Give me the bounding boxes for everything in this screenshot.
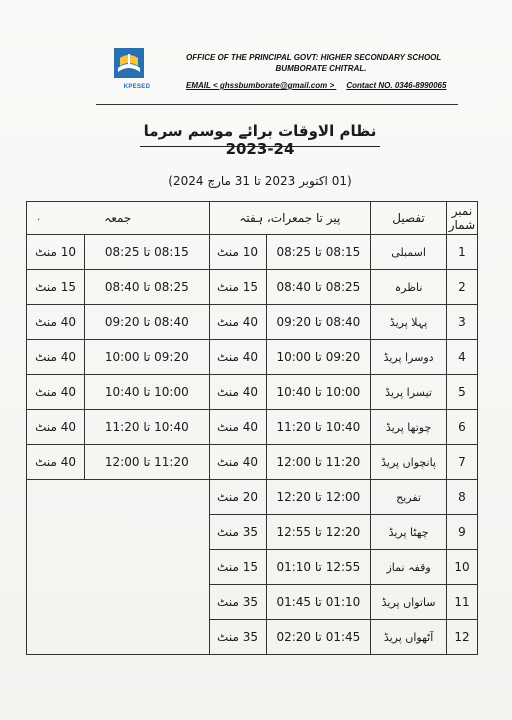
row-friday-duration: 15 منٹ [27, 270, 85, 305]
row-number: 9 [446, 515, 477, 550]
table-row [27, 410, 478, 445]
school-logo [112, 46, 162, 104]
row-number: 4 [446, 340, 477, 375]
table-header-row [27, 202, 478, 235]
header-num: نمبر شمار [446, 202, 477, 235]
row-weekday-duration: 15 منٹ [209, 270, 266, 305]
row-weekday-duration: 35 منٹ [209, 620, 266, 655]
header-friday-label: جمعہ [104, 211, 132, 225]
row-friday-time: 09:20 تا 10:00 [85, 340, 209, 375]
row-description: آٹھواں پریڈ [371, 620, 447, 655]
row-weekday-duration: 40 منٹ [209, 445, 266, 480]
row-weekday-time: 12:20 تا 12:55 [266, 515, 371, 550]
logo-label: KPESED [123, 84, 151, 90]
row-weekday-duration: 15 منٹ [209, 550, 266, 585]
row-description: تفریح [371, 480, 447, 515]
header-desc: تفصیل [371, 202, 447, 235]
row-number: 10 [446, 550, 477, 585]
row-friday-duration: 40 منٹ [27, 410, 85, 445]
timetable-body [27, 235, 478, 655]
row-weekday-duration: 35 منٹ [209, 515, 266, 550]
table-row [27, 375, 478, 410]
row-friday-time: 08:25 تا 08:40 [85, 270, 209, 305]
row-number: 2 [446, 270, 477, 305]
row-description: ساتواں پریڈ [371, 585, 447, 620]
row-weekday-duration: 20 منٹ [209, 480, 266, 515]
row-number: 5 [446, 375, 477, 410]
timetable [26, 201, 478, 655]
table-row [27, 305, 478, 340]
row-description: تیسرا پریڈ [371, 375, 447, 410]
table-row [27, 235, 478, 270]
office-line: OFFICE OF THE PRINCIPAL GOVT: HIGHER SECONDARY SCHOOL [186, 53, 442, 62]
row-weekday-time: 09:20 تا 10:00 [266, 340, 371, 375]
header-weekday: پیر تا جمعرات، ہفتہ [209, 202, 371, 235]
row-description: پہلا پریڈ [371, 305, 447, 340]
row-weekday-duration: 40 منٹ [209, 410, 266, 445]
row-weekday-time: 10:40 تا 11:20 [266, 410, 371, 445]
row-number: 1 [446, 235, 477, 270]
row-friday-time: 10:00 تا 10:40 [85, 375, 209, 410]
row-number: 6 [446, 410, 477, 445]
row-friday-time: 11:20 تا 12:00 [85, 445, 209, 480]
row-friday-duration: 40 منٹ [27, 340, 85, 375]
row-weekday-duration: 40 منٹ [209, 305, 266, 340]
table-row [27, 340, 478, 375]
row-weekday-time: 08:25 تا 08:40 [266, 270, 371, 305]
row-number: 8 [446, 480, 477, 515]
header-friday-mark: . [37, 212, 41, 223]
row-description: دوسرا پریڈ [371, 340, 447, 375]
row-friday-duration: 40 منٹ [27, 445, 85, 480]
row-weekday-time: 11:20 تا 12:00 [266, 445, 371, 480]
title-underline [140, 146, 380, 147]
row-weekday-time: 01:45 تا 02:20 [266, 620, 371, 655]
row-friday-time: 08:40 تا 09:20 [85, 305, 209, 340]
row-description: ناظرہ [371, 270, 447, 305]
row-description: اسمبلی [371, 235, 447, 270]
row-weekday-time: 08:40 تا 09:20 [266, 305, 371, 340]
row-weekday-duration: 10 منٹ [209, 235, 266, 270]
row-number: 3 [446, 305, 477, 340]
row-weekday-time: 12:55 تا 01:10 [266, 550, 371, 585]
row-number: 12 [446, 620, 477, 655]
row-weekday-time: 01:10 تا 01:45 [266, 585, 371, 620]
row-weekday-duration: 40 منٹ [209, 340, 266, 375]
row-weekday-time: 10:00 تا 10:40 [266, 375, 371, 410]
phone-text: Contact NO. 0346-8990065 [346, 81, 447, 90]
row-friday-duration: 40 منٹ [27, 375, 85, 410]
row-number: 7 [446, 445, 477, 480]
row-friday-duration: 10 منٹ [27, 235, 85, 270]
book-logo-icon [112, 46, 146, 80]
row-weekday-time: 08:15 تا 08:25 [266, 235, 371, 270]
table-row [27, 445, 478, 480]
row-friday-time: 08:15 تا 08:25 [85, 235, 209, 270]
row-description: چھٹا پریڈ [371, 515, 447, 550]
row-number: 11 [446, 585, 477, 620]
table-row [27, 480, 478, 515]
row-description: پانچواں پریڈ [371, 445, 447, 480]
row-description: چوتھا پریڈ [371, 410, 447, 445]
row-weekday-time: 12:00 تا 12:20 [266, 480, 371, 515]
row-weekday-duration: 40 منٹ [209, 375, 266, 410]
table-row [27, 270, 478, 305]
page-title: نظام الاوقات برائے موسم سرما 24-2023 [143, 122, 377, 158]
header-friday [27, 202, 210, 235]
row-friday-time: 10:40 تا 11:20 [85, 410, 209, 445]
contact-line [186, 80, 456, 91]
email-text: EMAIL < ghssbumborate@gmail.com > [186, 81, 335, 90]
row-description: وقفہ نماز [371, 550, 447, 585]
row-weekday-duration: 35 منٹ [209, 585, 266, 620]
location-line: BUMBORATE CHITRAL. [275, 64, 367, 73]
row-friday-duration: 40 منٹ [27, 305, 85, 340]
friday-empty-area [27, 480, 210, 655]
date-range: (01 اکتوبر 2023 تا 31 مارچ 2024) [168, 174, 352, 188]
letterhead-text [186, 52, 456, 91]
